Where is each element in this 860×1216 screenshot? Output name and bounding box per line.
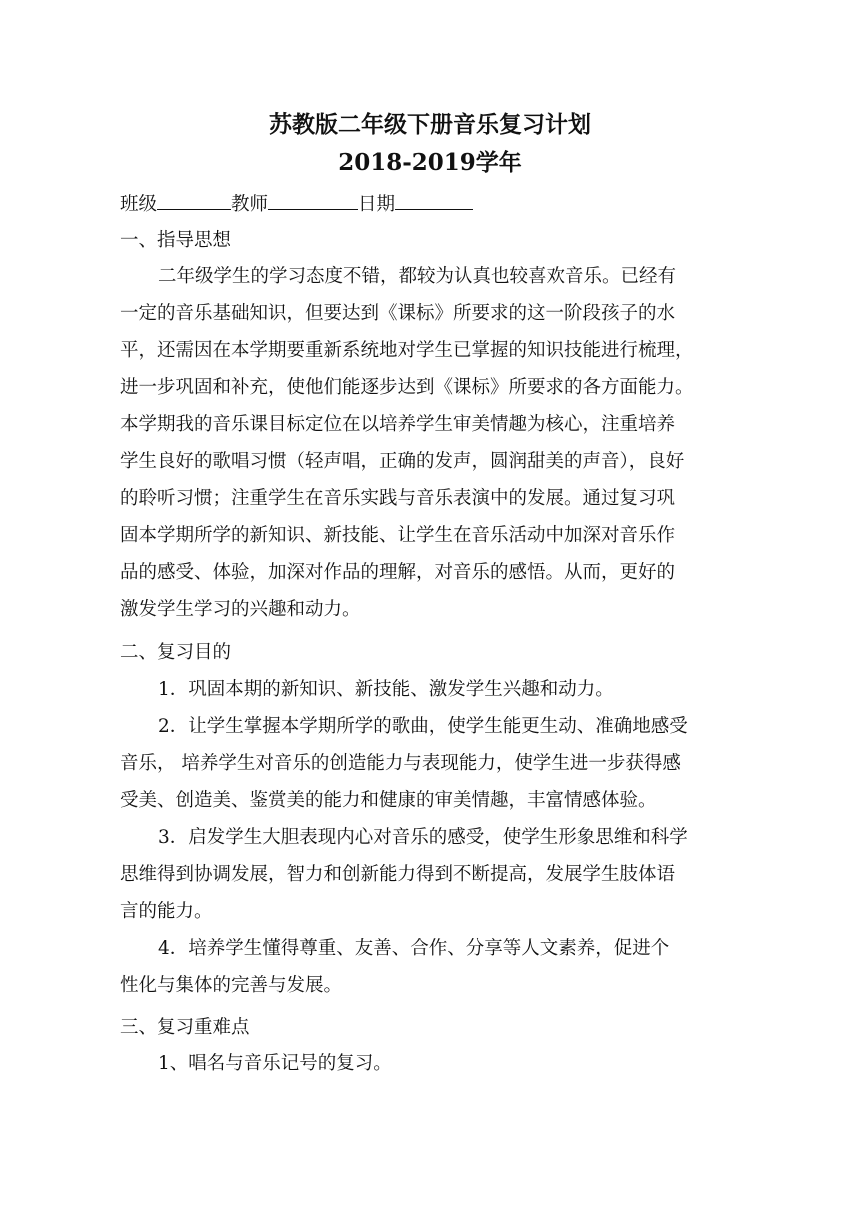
- paragraph-line: 思维得到协调发展，智力和创新能力得到不断提高，发展学生肢体语: [120, 864, 676, 885]
- list-item: 1．巩固本期的新知识、新技能、激发学生兴趣和动力。: [158, 679, 614, 700]
- paragraph-line: 性化与集体的完善与发展。: [120, 975, 343, 996]
- paragraph-line: 受美、创造美、鉴赏美的能力和健康的审美情趣，丰富情感体验。: [120, 790, 657, 811]
- paragraph-line: 学生良好的歌唱习惯（轻声唱，正确的发声，圆润甜美的声音），良好: [120, 451, 685, 472]
- class-label: 班级: [120, 194, 158, 215]
- list-item: 3．启发学生大胆表现内心对音乐的感受，使学生形象思维和科学: [158, 827, 688, 848]
- document-subtitle: 2018-2019学年: [338, 149, 522, 176]
- paragraph-line: 音乐， 培养学生对音乐的创造能力与表现能力，使学生进一步获得感: [120, 753, 681, 774]
- paragraph-line: 的聆听习惯；注重学生在音乐实践与音乐表演中的发展。通过复习巩: [120, 488, 676, 509]
- paragraph-line: 进一步巩固和补充，使他们能逐步达到《课标》所要求的各方面能力。: [120, 377, 694, 398]
- list-item: 1、唱名与音乐记号的复习。: [158, 1053, 392, 1074]
- paragraph-line: 二年级学生的学习态度不错，都较为认真也较喜欢音乐。已经有: [158, 266, 677, 287]
- date-blank: [395, 189, 473, 210]
- teacher-label: 教师: [231, 194, 269, 215]
- paragraph-line: 平，还需因在本学期要重新系统地对学生已掌握的知识技能进行梳理，: [120, 340, 694, 361]
- list-item: 4．培养学生懂得尊重、友善、合作、分享等人文素养，促进个: [158, 938, 670, 959]
- date-label: 日期: [358, 194, 396, 215]
- form-fields-row: [120, 189, 740, 218]
- section-heading: 一、指导思想: [120, 230, 232, 251]
- paragraph-line: 激发学生学习的兴趣和动力。: [120, 599, 361, 620]
- paragraph-line: 固本学期所学的新知识、新技能、让学生在音乐活动中加深对音乐作: [120, 525, 676, 546]
- paragraph-line: 一定的音乐基础知识，但要达到《课标》所要求的这一阶段孩子的水: [120, 303, 676, 324]
- document-title: 苏教版二年级下册音乐复习计划: [269, 111, 591, 138]
- section-heading: 三、复习重难点: [120, 1017, 250, 1038]
- paragraph-line: 品的感受、体验，加深对作品的理解，对音乐的感悟。从而，更好的: [120, 562, 676, 583]
- list-item: 2．让学生掌握本学期所学的歌曲，使学生能更生动、准确地感受: [158, 716, 688, 737]
- paragraph-line: 言的能力。: [120, 901, 213, 922]
- section-heading: 二、复习目的: [120, 642, 232, 663]
- class-blank: [157, 189, 231, 210]
- paragraph-line: 本学期我的音乐课目标定位在以培养学生审美情趣为核心，注重培养: [120, 414, 676, 435]
- teacher-blank: [268, 189, 358, 210]
